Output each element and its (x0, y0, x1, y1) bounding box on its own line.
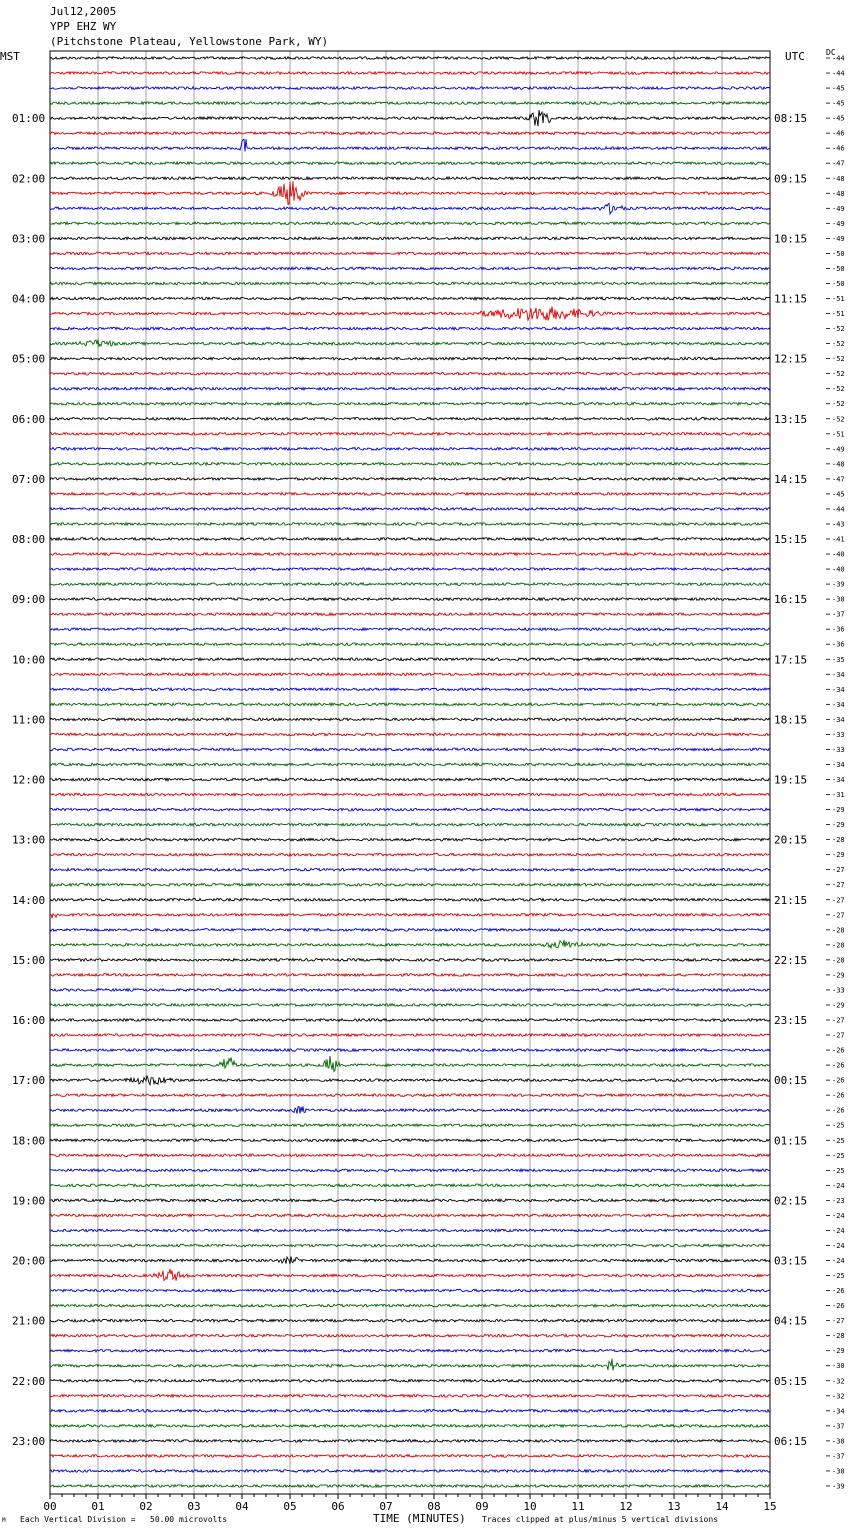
trace-row (50, 162, 770, 165)
dc-offset-label: -26 (832, 1106, 845, 1115)
x-tick-label: 14 (715, 1500, 729, 1513)
dc-offset-label: -34 (832, 760, 845, 769)
right-hour-label: 08:15 (774, 112, 808, 126)
x-tick-label: 15 (763, 1500, 777, 1513)
trace-row (50, 1124, 770, 1127)
dc-offset-label: -26 (832, 1287, 845, 1296)
dc-offset-label: -40 (832, 565, 845, 574)
dc-offset-label: -30 (832, 1362, 845, 1371)
right-hour-label: 18:15 (774, 713, 808, 727)
dc-offset-label: -32 (832, 1392, 845, 1401)
trace-row (50, 1485, 770, 1488)
dc-offset-label: -27 (832, 866, 845, 875)
header-station: YPP EHZ WY (50, 20, 117, 33)
dc-offset-label: -38 (832, 1467, 845, 1476)
trace-row (50, 553, 770, 556)
trace-row (50, 1349, 770, 1352)
trace-row (50, 493, 770, 496)
dc-offset-label: -25 (832, 1272, 845, 1281)
trace-row (50, 838, 770, 841)
right-hour-label: 15:15 (774, 533, 808, 546)
right-hour-label: 06:15 (774, 1434, 808, 1448)
dc-offset-label: -50 (832, 264, 845, 273)
left-hour-label: 16:00 (12, 1014, 46, 1027)
dc-offset-label: -49 (832, 219, 845, 228)
right-timezone-label: UTC (785, 50, 805, 63)
trace-row (50, 793, 770, 796)
left-hour-label: 08:00 (12, 533, 46, 546)
x-tick-label: 06 (331, 1500, 345, 1513)
left-hour-label: 20:00 (12, 1254, 46, 1268)
x-tick-label: 10 (523, 1500, 537, 1513)
trace-row (50, 139, 770, 151)
dc-offset-label: -31 (832, 791, 845, 800)
dc-offset-label: -27 (832, 1016, 845, 1025)
right-hour-label: 20:15 (774, 833, 808, 847)
left-hour-label: 04:00 (12, 292, 46, 306)
trace-row (50, 72, 770, 75)
right-hour-label: 23:15 (774, 1014, 808, 1027)
trace-row (50, 703, 770, 706)
x-tick-label: 00 (43, 1500, 57, 1513)
trace-row (50, 508, 770, 511)
header-date: Jul12,2005 (50, 5, 117, 18)
dc-offset-label: -28 (832, 956, 845, 965)
trace-row (50, 1139, 770, 1142)
trace-row (50, 1184, 770, 1187)
trace-row (50, 1380, 770, 1383)
dc-offset-label: -52 (832, 340, 845, 349)
dc-offset-label: -37 (832, 610, 845, 619)
dc-offset-label: -48 (832, 174, 845, 183)
trace-row (50, 658, 770, 661)
dc-offset-label: -47 (832, 475, 845, 484)
dc-offset-label: -28 (832, 836, 845, 845)
trace-row (50, 387, 770, 390)
trace-row (50, 1425, 770, 1428)
trace-row (50, 463, 770, 466)
dc-offset-label: -52 (832, 400, 845, 409)
trace-row (50, 1004, 770, 1007)
dc-offset-label: -28 (832, 941, 845, 950)
dc-offset-label: -50 (832, 249, 845, 258)
left-hour-label: 11:00 (12, 713, 46, 727)
trace-row (50, 1034, 770, 1037)
left-hour-label: 06:00 (12, 412, 46, 426)
trace-row (50, 1334, 770, 1337)
trace-row (50, 418, 770, 421)
left-hour-label: 21:00 (12, 1314, 46, 1328)
left-hour-label: 15:00 (12, 953, 46, 967)
trace-row (50, 237, 770, 240)
dc-offset-label: -51 (832, 430, 845, 439)
left-hour-label: 23:00 (12, 1434, 46, 1448)
trace-row (50, 132, 770, 135)
dc-offset-label: -38 (832, 595, 845, 604)
dc-offset-label: -45 (832, 114, 845, 123)
left-hour-label: 05:00 (12, 352, 46, 366)
trace-row (50, 914, 770, 918)
trace-row (50, 297, 770, 300)
dc-offset-label: -52 (832, 385, 845, 394)
dc-offset-label: -35 (832, 655, 845, 664)
dc-offset-label: -44 (832, 54, 845, 63)
trace-row (50, 1289, 770, 1292)
dc-offset-label: -26 (832, 1091, 845, 1100)
x-tick-label: 03 (187, 1500, 201, 1513)
dc-offset-label: -34 (832, 670, 845, 679)
left-hour-label: 10:00 (12, 653, 46, 667)
dc-offset-label: -49 (832, 445, 845, 454)
dc-offset-label: -33 (832, 730, 845, 739)
dc-offset-label: -52 (832, 355, 845, 364)
dc-offset-label: -32 (832, 1377, 845, 1386)
left-hour-label: 18:00 (12, 1134, 46, 1148)
trace-row (50, 628, 770, 631)
right-hour-label: 22:15 (774, 953, 808, 967)
trace-row (50, 613, 770, 616)
trace-row (50, 222, 770, 225)
trace-row (50, 959, 770, 962)
dc-offset-label: -49 (832, 204, 845, 213)
dc-offset-label: -51 (832, 295, 845, 303)
left-hour-label: 09:00 (12, 593, 46, 607)
left-hour-label: 01:00 (12, 112, 46, 126)
dc-label: DC (826, 48, 836, 57)
dc-offset-label: -34 (832, 700, 845, 709)
trace-row (50, 868, 770, 871)
x-tick-label: 13 (667, 1500, 681, 1513)
trace-row (50, 1106, 770, 1113)
right-hour-label: 13:15 (774, 412, 808, 426)
trace-row (50, 110, 770, 126)
left-hour-label: 19:00 (12, 1194, 46, 1208)
trace-row (50, 448, 770, 451)
trace-row (50, 57, 770, 60)
dc-offset-label: -37 (832, 1452, 845, 1461)
trace-row (50, 402, 770, 405)
trace-row (50, 748, 770, 751)
trace-row (50, 1359, 770, 1371)
trace-row (50, 523, 770, 526)
trace-row (50, 823, 770, 826)
dc-offset-label: -23 (832, 1196, 845, 1205)
left-hour-label: 22:00 (12, 1374, 46, 1388)
dc-offset-label: -26 (832, 1046, 845, 1055)
x-tick-label: 02 (139, 1500, 153, 1513)
trace-row (50, 1269, 770, 1281)
dc-offset-label: -27 (832, 896, 845, 905)
dc-offset-label: -50 (832, 279, 845, 288)
dc-offset-label: -24 (832, 1226, 845, 1235)
x-tick-label: 08 (427, 1500, 441, 1513)
dc-offset-label: -29 (832, 971, 845, 980)
trace-row (50, 327, 770, 330)
trace-row (50, 673, 770, 676)
dc-offset-label: -24 (832, 1241, 845, 1250)
dc-offset-label: -27 (832, 911, 845, 920)
trace-row (50, 1056, 770, 1071)
trace-row (50, 1395, 770, 1398)
trace-row (50, 974, 770, 977)
trace-row (50, 568, 770, 571)
dc-offset-label: -49 (832, 234, 845, 243)
right-hour-label: 02:15 (774, 1194, 808, 1208)
left-timezone-label: MST (0, 50, 20, 63)
right-hour-label: 03:15 (774, 1254, 808, 1268)
dc-offset-label: -48 (832, 460, 845, 469)
scale-note: Each Vertical Division = 50.00 microvolts (20, 1515, 228, 1524)
trace-row (50, 203, 770, 214)
left-hour-label: 17:00 (12, 1074, 46, 1088)
dc-offset-label: -29 (832, 851, 845, 860)
trace-row (50, 307, 770, 321)
x-tick-label: 01 (91, 1500, 105, 1513)
trace-row (50, 252, 770, 255)
dc-offset-label: -29 (832, 1001, 845, 1010)
right-hour-label: 17:15 (774, 653, 808, 667)
trace-row (50, 87, 770, 90)
trace-row (50, 763, 770, 766)
left-hour-label: 14:00 (12, 893, 46, 907)
dc-offset-label: -27 (832, 881, 845, 890)
right-hour-label: 14:15 (774, 472, 808, 486)
trace-row (50, 718, 770, 721)
trace-row (50, 883, 770, 886)
x-tick-label: 04 (235, 1500, 249, 1513)
left-hour-label: 07:00 (12, 472, 46, 486)
dc-offset-label: -26 (832, 1061, 845, 1070)
trace-row (50, 989, 770, 992)
trace-row (50, 102, 770, 105)
right-hour-label: 01:15 (774, 1134, 808, 1148)
trace-row (50, 372, 770, 375)
trace-row (50, 583, 770, 586)
trace-row (50, 1244, 770, 1247)
dc-offset-label: -36 (832, 640, 845, 649)
dc-offset-label: -34 (832, 715, 845, 724)
right-hour-label: 12:15 (774, 352, 808, 366)
dc-offset-label: -39 (832, 580, 845, 589)
dc-offset-label: -41 (832, 535, 845, 544)
dc-offset-label: -37 (832, 1422, 845, 1431)
dc-offset-label: -29 (832, 1347, 845, 1356)
trace-row (50, 1440, 770, 1443)
right-hour-label: 21:15 (774, 893, 808, 907)
trace-row (50, 340, 770, 347)
trace-row (50, 1410, 770, 1413)
dc-offset-label: -52 (832, 370, 845, 379)
dc-offset-label: -40 (832, 550, 845, 559)
dc-offset-label: -45 (832, 490, 845, 499)
dc-offset-label: -44 (832, 69, 845, 78)
trace-row (50, 1319, 770, 1322)
x-tick-label: 11 (571, 1500, 585, 1513)
right-hour-label: 00:15 (774, 1074, 808, 1088)
right-hour-label: 19:15 (774, 773, 808, 787)
trace-row (50, 688, 770, 691)
trace-row (50, 1455, 770, 1458)
right-hour-label: 09:15 (774, 172, 808, 186)
left-hour-label: 03:00 (12, 232, 46, 246)
trace-row (50, 940, 770, 948)
x-tick-label: 07 (379, 1500, 393, 1513)
trace-row (50, 1199, 770, 1202)
right-hour-label: 10:15 (774, 232, 808, 246)
dc-offset-label: -52 (832, 325, 845, 334)
trace-row (50, 1154, 770, 1157)
x-tick-label: 05 (283, 1500, 297, 1513)
trace-row (50, 808, 770, 811)
trace-row (50, 267, 770, 270)
trace-row (50, 1229, 770, 1232)
right-hour-label: 11:15 (774, 292, 808, 306)
left-hour-label: 02:00 (12, 172, 46, 186)
dc-offset-label: -33 (832, 986, 845, 995)
x-tick-label: 09 (475, 1500, 489, 1513)
dc-offset-label: -34 (832, 685, 845, 694)
trace-row (50, 357, 770, 360)
dc-offset-label: -24 (832, 1257, 845, 1265)
dc-offset-label: -45 (832, 84, 845, 93)
trace-row (50, 1019, 770, 1022)
trace-row (50, 433, 770, 436)
dc-offset-label: -39 (832, 1482, 845, 1491)
trace-row (50, 853, 770, 856)
trace-row (50, 643, 770, 646)
trace-row (50, 1049, 770, 1052)
trace-row (50, 1169, 770, 1172)
trace-row (50, 181, 770, 204)
dc-offset-label: -36 (832, 625, 845, 634)
trace-row (50, 929, 770, 932)
dc-offset-label: -43 (832, 520, 845, 529)
dc-offset-label: -27 (832, 1317, 845, 1326)
dc-offset-label: -25 (832, 1166, 845, 1175)
dc-offset-label: -25 (832, 1151, 845, 1160)
dc-offset-label: -26 (832, 1302, 845, 1311)
trace-row (50, 1304, 770, 1307)
dc-offset-label: -45 (832, 99, 845, 108)
trace-row (50, 778, 770, 781)
dc-offset-label: -48 (832, 189, 845, 198)
trace-row (50, 282, 770, 285)
trace-row (50, 598, 770, 601)
left-hour-label: 13:00 (12, 833, 46, 847)
dc-offset-label: -46 (832, 129, 845, 138)
x-axis-label: TIME (MINUTES) (373, 1512, 466, 1525)
dc-offset-label: -47 (832, 159, 845, 168)
header-location: (Pitchstone Plateau, Yellowstone Park, WY) (50, 35, 329, 48)
dc-offset-label: -25 (832, 1136, 845, 1145)
dc-offset-label: -24 (832, 1181, 845, 1190)
dc-offset-label: -44 (832, 505, 845, 514)
trace-row (50, 1214, 770, 1217)
dc-offset-label: -28 (832, 926, 845, 935)
dc-offset-label: -26 (832, 1076, 845, 1085)
dc-offset-label: -33 (832, 745, 845, 754)
trace-row (50, 1094, 770, 1097)
dc-offset-label: -52 (832, 415, 845, 424)
dc-offset-label: -25 (832, 1121, 845, 1130)
right-hour-label: 04:15 (774, 1314, 808, 1328)
clip-note: Traces clipped at plus/minus 5 vertical divisions (482, 1515, 719, 1524)
right-hour-label: 05:15 (774, 1374, 808, 1388)
dc-offset-label: -27 (832, 1031, 845, 1040)
trace-row (50, 899, 770, 902)
corner-mark: M (2, 1517, 6, 1524)
trace-row (50, 478, 770, 481)
x-tick-label: 12 (619, 1500, 633, 1513)
left-hour-label: 12:00 (12, 773, 46, 787)
dc-offset-label: -34 (832, 1407, 845, 1416)
dc-offset-label: -24 (832, 1211, 845, 1220)
trace-row (50, 177, 770, 180)
dc-offset-label: -29 (832, 806, 845, 815)
dc-offset-label: -29 (832, 821, 845, 830)
trace-row (50, 1076, 770, 1085)
trace-row (50, 733, 770, 736)
trace-row (50, 1470, 770, 1473)
dc-offset-label: -28 (832, 1332, 845, 1341)
right-hour-label: 16:15 (774, 593, 808, 607)
trace-row (50, 1257, 770, 1265)
dc-offset-label: -46 (832, 144, 845, 153)
dc-offset-label: -51 (832, 310, 845, 319)
dc-offset-label: -38 (832, 1437, 845, 1446)
trace-row (50, 538, 770, 541)
dc-offset-label: -34 (832, 776, 845, 784)
